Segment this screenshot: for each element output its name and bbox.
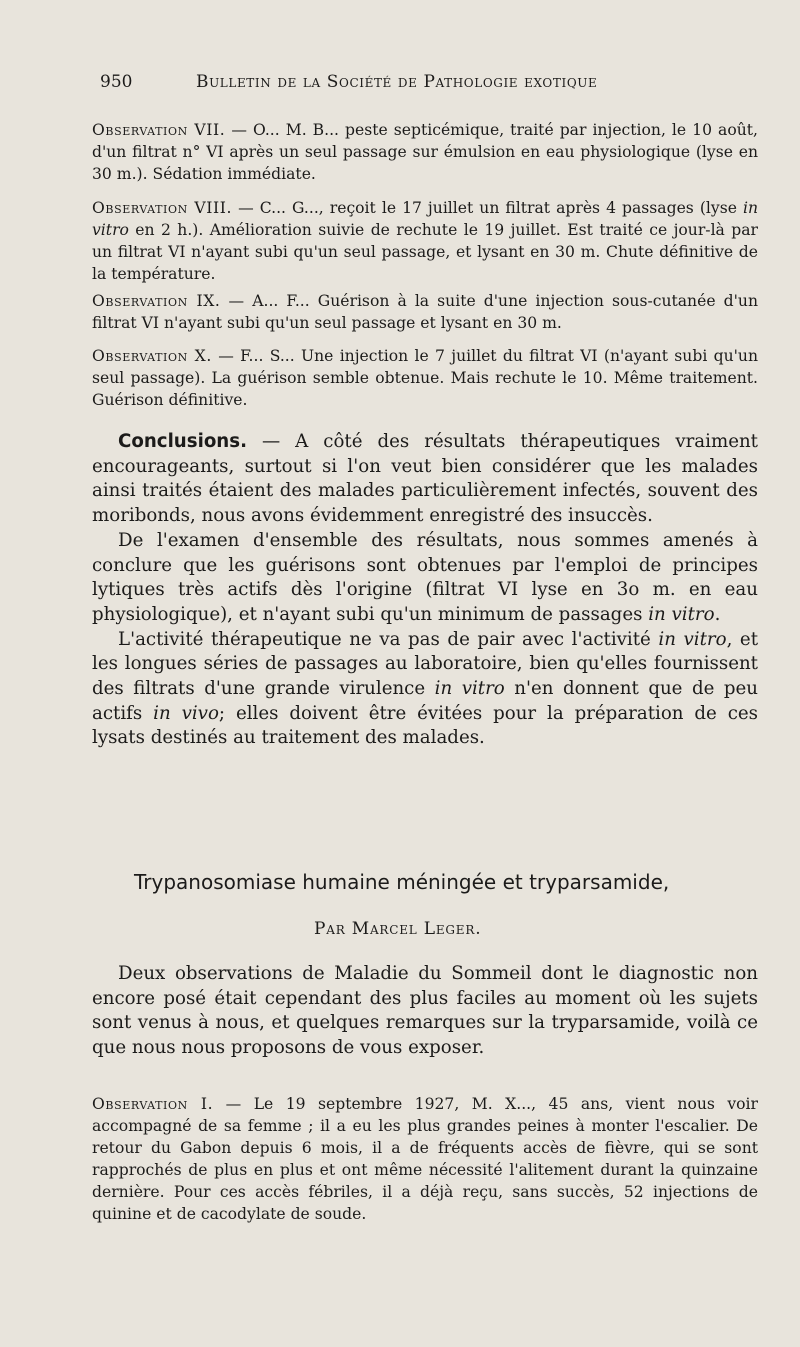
observation-vii <box>92 119 758 185</box>
paragraph-text: — A côté des résultats thérapeutiques vraiment encourageants, surtout si l'on veut bien considérer que les malades ainsi traités étaient des malades particulièrement infectés, souvent des moribonds, nous avons évidemment enregistré des insuccès. <box>92 431 758 527</box>
conclusions-paragraph-3 <box>92 628 758 752</box>
conclusions-heading: Conclusions. <box>118 431 247 452</box>
italic-term: in vitro <box>434 678 505 700</box>
observation-text: en 2 h.). Amélioration suivie de rechute le 19 juillet. Est traité ce jour-là par un filtrat VI n'ayant subi qu'un seul passage, et lysant en 30 m. Chute définitive de la température. <box>92 221 758 283</box>
italic-term: in vitro <box>648 603 715 625</box>
conclusions-paragraph-1 <box>92 430 758 529</box>
observation-label: Observation VII. <box>92 121 226 139</box>
paragraph-text: ; elles doivent être évitées pour la préparation de ces lysats destinés au traitement des malades. <box>92 702 758 749</box>
page-number: 950 <box>100 72 133 92</box>
conclusions-section <box>92 430 758 751</box>
italic-term: in vitro <box>92 199 758 239</box>
paragraph-text: De l'examen d'ensemble des résultats, nous sommes amenés à conclure que les guérisons sont obtenues par l'emploi de principes lytiques très actifs dès l'origine (filtrat VI lyse en 3o m. en eau physiologique), et n'ayant subi qu'un minimum de passages <box>92 529 758 625</box>
article-intro: Deux observations de Maladie du Sommeil dont le diagnostic non encore posé était cependant des plus faciles au moment où les sujets sont venus à nous, et quelques remarques sur la tryparsamide, voilà ce que nous nous proposons de vous exposer. <box>92 963 758 1059</box>
observation-text: — O... M. B... peste septicémique, traité par injection, le 10 août, d'un filtrat n° VI après un seul passage sur émulsion en eau physiologique (lyse en 30 m.). Sédation immédiate. <box>92 121 758 183</box>
article-title: Trypanosomiase humaine méningée et tryparsamide, <box>134 870 670 894</box>
observation-viii <box>92 197 758 285</box>
paragraph-text: , et les longues séries de passages au laboratoire, bien qu'elles fournissent des filtrats d'une grande virulence <box>92 628 759 700</box>
observation-text: — Le 19 septembre 1927, M. X..., 45 ans, vient nous voir accompagné de sa femme ; il a eu les plus grandes peines à monter l'escalier. De retour du Gabon depuis 6 mois, il a de fréquents accès de fièvre, qui se sont rapprochés de plus en plus et ont même nécessité l'alitement durant la quinzaine dernière. Pour ces accès fébriles, il a déjà reçu, sans succès, 52 injections de quinine et de cacodylate de soude. <box>92 1095 758 1223</box>
observation-text: — A... F... Guérison à la suite d'une injection sous-cutanée d'un filtrat VI n'ayant subi qu'un seul passage et lysant en 30 m. <box>92 292 758 332</box>
observation-text: — F... S... Une injection le 7 juillet du filtrat VI (n'ayant subi qu'un seul passage). La guérison semble obtenue. Mais rechute le 10. Même traitement. Guérison définitive. <box>92 347 758 409</box>
paragraph-text: n'en donnent que de peu actifs <box>92 678 759 724</box>
observation-i <box>92 1093 758 1225</box>
observation-text: — C... G..., reçoit le 17 juillet un filtrat après 4 passages (lyse <box>232 199 743 217</box>
paragraph-text: . <box>714 603 721 625</box>
italic-term: in vivo <box>153 702 219 724</box>
observation-label: Observation IX. <box>92 292 221 310</box>
observation-label: Observation X. <box>92 347 212 365</box>
conclusions-paragraph-2 <box>92 529 758 628</box>
observation-label: Observation I. <box>92 1095 214 1113</box>
observation-x <box>92 345 758 411</box>
article-byline: Par Marcel Leger. <box>314 919 482 939</box>
observation-label: Observation VIII. <box>92 199 233 217</box>
paragraph-text: L'activité thérapeutique ne va pas de pair avec l'activité <box>118 628 659 650</box>
observation-ix <box>92 290 758 334</box>
running-title: Bulletin de la Société de Pathologie exotique <box>196 72 598 92</box>
italic-term: in vitro <box>658 628 727 650</box>
